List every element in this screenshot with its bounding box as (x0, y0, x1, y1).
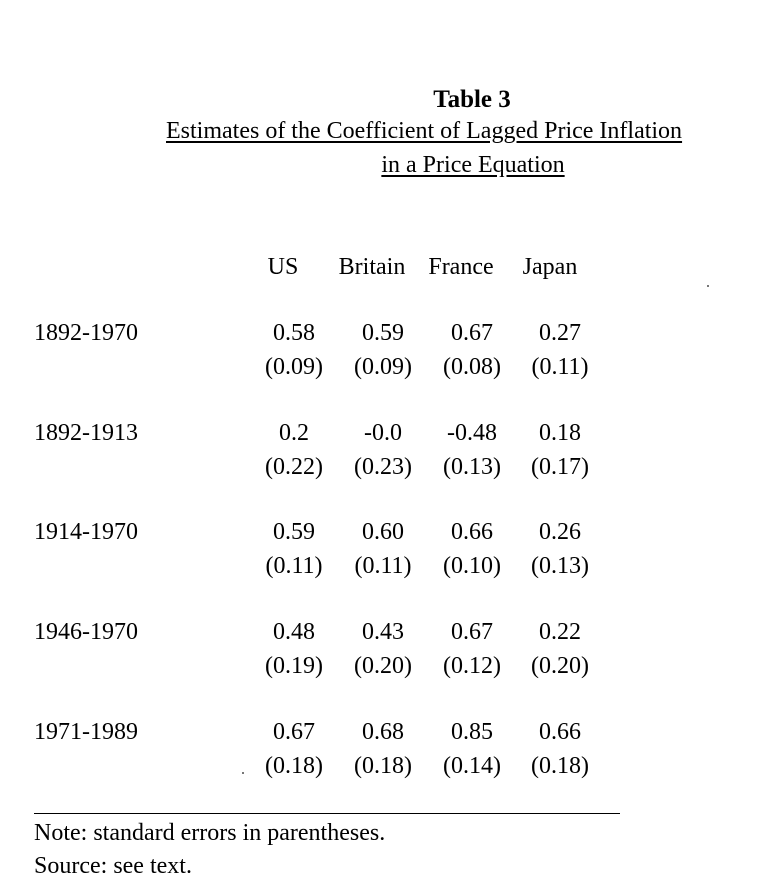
coefficient-estimate: 0.59 (273, 519, 315, 545)
standard-error: (0.19) (265, 653, 323, 679)
coefficient-estimate: 0.22 (539, 619, 581, 645)
standard-error: (0.22) (265, 454, 323, 480)
standard-error: (0.12) (443, 653, 501, 679)
standard-error: (0.18) (531, 753, 589, 779)
coefficient-estimate: 0.66 (539, 719, 581, 745)
standard-error: (0.18) (265, 753, 323, 779)
standard-error: (0.11) (265, 553, 323, 579)
table-subtitle-line2: in a Price Equation (381, 152, 565, 178)
table-bottom-rule (34, 813, 620, 814)
table-title: Table 3 (433, 86, 511, 113)
coefficient-estimate: 0.18 (539, 420, 581, 446)
column-header-japan: Japan (522, 254, 578, 280)
column-header-france: France (428, 254, 494, 280)
coefficient-estimate: 0.26 (539, 519, 581, 545)
coefficient-estimate: 0.68 (362, 719, 404, 745)
standard-error: (0.08) (443, 354, 501, 380)
coefficient-estimate: -0.48 (447, 420, 497, 446)
row-label-period: 1892-1913 (34, 420, 138, 446)
standard-error: (0.13) (443, 454, 501, 480)
coefficient-estimate: 0.48 (273, 619, 315, 645)
row-label-period: 1892-1970 (34, 320, 138, 346)
page-speck (242, 772, 244, 774)
standard-error: (0.20) (354, 653, 412, 679)
coefficient-estimate: 0.85 (451, 719, 493, 745)
standard-error: (0.23) (354, 454, 412, 480)
coefficient-estimate: 0.67 (451, 619, 493, 645)
page-speck (707, 285, 709, 287)
coefficient-estimate: 0.43 (362, 619, 404, 645)
standard-error: (0.13) (531, 553, 589, 579)
row-label-period: 1971-1989 (34, 719, 138, 745)
standard-error: (0.09) (265, 354, 323, 380)
column-header-us: US (267, 254, 299, 280)
coefficient-estimate: 0.60 (362, 519, 404, 545)
coefficient-estimate: -0.0 (364, 420, 402, 446)
table-source: Source: see text. (34, 853, 192, 879)
coefficient-estimate: 0.67 (451, 320, 493, 346)
standard-error: (0.11) (354, 553, 412, 579)
coefficient-estimate: 0.59 (362, 320, 404, 346)
standard-error: (0.10) (443, 553, 501, 579)
coefficient-estimate: 0.66 (451, 519, 493, 545)
coefficient-estimate: 0.67 (273, 719, 315, 745)
coefficient-estimate: 0.27 (539, 320, 581, 346)
standard-error: (0.11) (531, 354, 589, 380)
standard-error: (0.17) (531, 454, 589, 480)
standard-error: (0.18) (354, 753, 412, 779)
standard-error: (0.20) (531, 653, 589, 679)
standard-error: (0.09) (354, 354, 412, 380)
row-label-period: 1914-1970 (34, 519, 138, 545)
table-note: Note: standard errors in parentheses. (34, 820, 386, 846)
row-label-period: 1946-1970 (34, 619, 138, 645)
coefficient-estimate: 0.2 (279, 420, 309, 446)
table-subtitle-line1: Estimates of the Coefficient of Lagged Price Inflation (166, 118, 683, 144)
coefficient-estimate: 0.58 (273, 320, 315, 346)
column-header-britain: Britain (338, 254, 406, 280)
standard-error: (0.14) (443, 753, 501, 779)
